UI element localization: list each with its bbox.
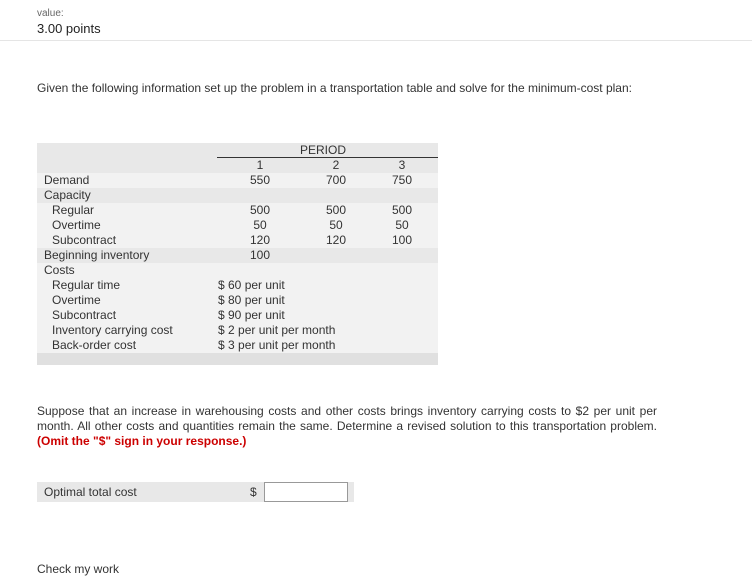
cost-label: Subcontract (52, 308, 117, 322)
subcontract-p3: 100 (391, 233, 413, 247)
regular-p3: 500 (391, 203, 413, 217)
data-table (37, 143, 438, 365)
cost-value: $ 80 per unit (218, 293, 285, 307)
revision-paragraph (37, 404, 657, 449)
period-header: PERIOD (300, 143, 347, 157)
demand-p3: 750 (391, 173, 413, 187)
cost-label: Back-order cost (52, 338, 137, 352)
band-demand (37, 173, 438, 188)
demand-label: Demand (44, 173, 90, 187)
band-header (37, 143, 438, 173)
question-text: Given the following information set up the problem in a transportation table and solve for the minimum-cost plan: (37, 81, 632, 95)
beginning-inventory-label: Beginning inventory (44, 248, 150, 262)
optimal-total-cost-input[interactable] (264, 482, 348, 502)
subcontract-p2: 120 (325, 233, 347, 247)
cost-label: Regular time (52, 278, 121, 292)
demand-p2: 700 (325, 173, 347, 187)
omit-dollar-note: (Omit the "$" sign in your response.) (37, 434, 247, 448)
beginning-inventory-value: 100 (249, 248, 271, 262)
cost-value: $ 2 per unit per month (218, 323, 336, 337)
cost-value: $ 60 per unit (218, 278, 285, 292)
band-costs-label (37, 263, 438, 278)
regular-label: Regular (52, 203, 95, 217)
overtime-p2: 50 (329, 218, 343, 232)
optimal-total-cost-label: Optimal total cost (44, 485, 137, 499)
revision-text: Suppose that an increase in warehousing costs and other costs brings inventory carrying costs to $2 per unit per month. All other costs and quantities remain the same. Determine a revised solution to this transportation problem. (37, 404, 657, 433)
capacity-label: Capacity (44, 188, 91, 202)
subcontract-label: Subcontract (52, 233, 117, 247)
demand-p1: 550 (249, 173, 271, 187)
period-3: 3 (398, 158, 406, 172)
check-my-work-link[interactable]: Check my work (37, 562, 120, 576)
points-value: 3.00 points (37, 21, 101, 36)
overtime-label: Overtime (52, 218, 101, 232)
currency-symbol: $ (250, 485, 257, 499)
period-2: 2 (332, 158, 340, 172)
subcontract-p1: 120 (249, 233, 271, 247)
header (0, 0, 752, 41)
cost-label: Inventory carrying cost (52, 323, 173, 337)
band-footer (37, 353, 438, 365)
cost-label: Overtime (52, 293, 101, 307)
value-label: value: (37, 8, 64, 19)
costs-label: Costs (44, 263, 75, 277)
period-1: 1 (256, 158, 264, 172)
overtime-p1: 50 (253, 218, 267, 232)
answer-row (37, 482, 354, 502)
band-capacity (37, 188, 438, 203)
regular-p1: 500 (249, 203, 271, 217)
overtime-p3: 50 (395, 218, 409, 232)
regular-p2: 500 (325, 203, 347, 217)
cost-value: $ 90 per unit (218, 308, 285, 322)
cost-value: $ 3 per unit per month (218, 338, 336, 352)
